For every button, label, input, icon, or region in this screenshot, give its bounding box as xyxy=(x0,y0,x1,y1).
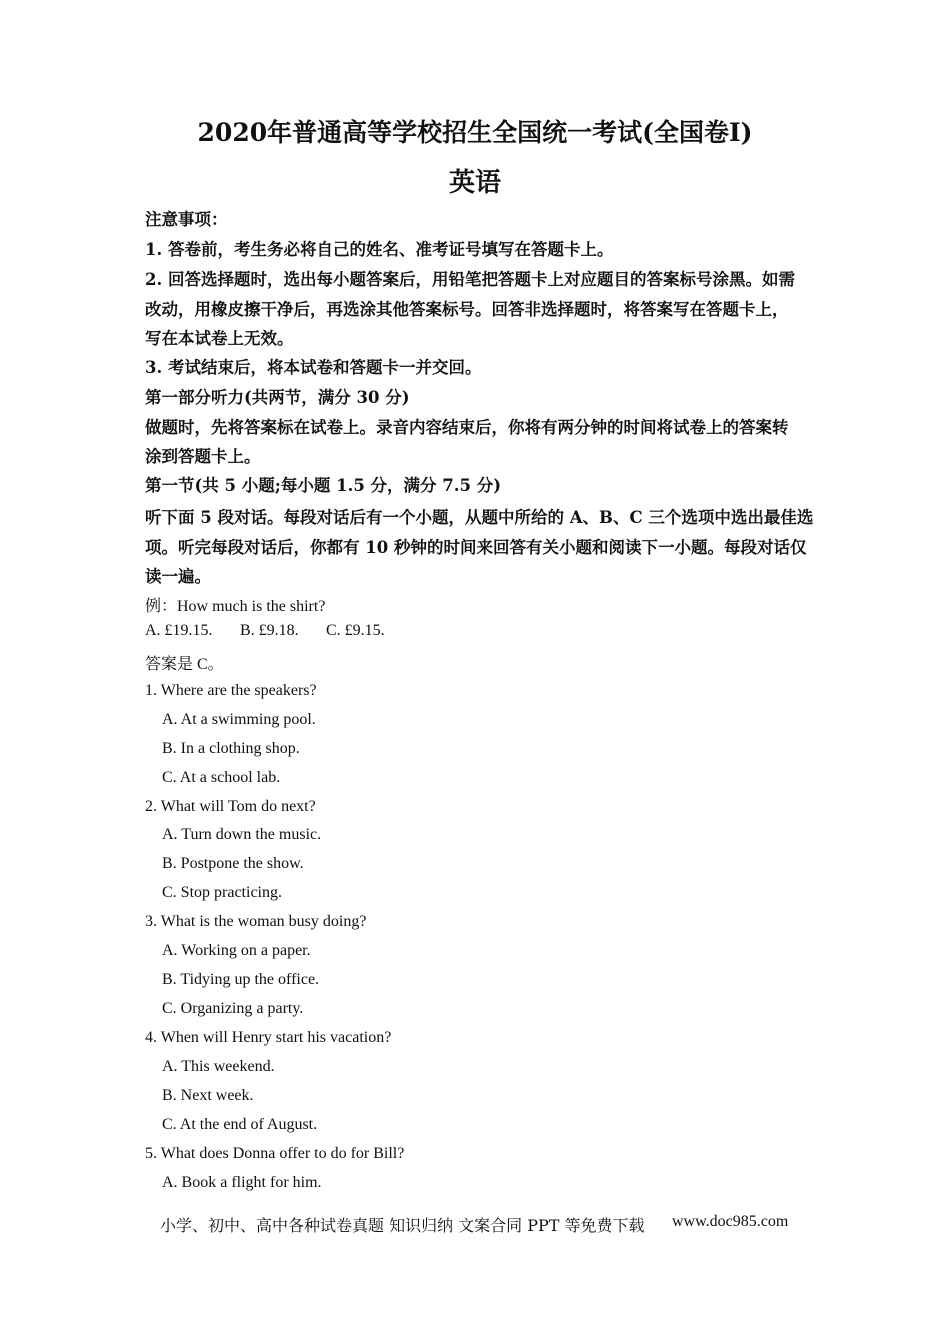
question-1-option-a: A. At a swimming pool. xyxy=(162,711,316,728)
question-4-option-b: B. Next week. xyxy=(162,1087,254,1104)
section1-instruction-line-3: 读一遍。 xyxy=(145,567,211,586)
question-2-option-c: C. Stop practicing. xyxy=(162,884,282,901)
part1-instruction-line-2: 涂到答题卡上。 xyxy=(145,447,261,466)
example-option-c: C. £9.15. xyxy=(326,622,385,639)
question-2-option-a: A. Turn down the music. xyxy=(162,826,322,843)
footer-text: 小学、初中、高中各种试卷真题 知识归纳 文案合同 PPT 等免费下载 xyxy=(160,1216,645,1235)
note-3: 3. 考试结束后，将本试卷和答题卡一并交回。 xyxy=(145,358,482,377)
example-option-b: B. £9.18. xyxy=(240,622,299,639)
footer-url[interactable]: www.doc985.com xyxy=(672,1213,789,1230)
example-question: 例：How much is the shirt? xyxy=(145,598,326,615)
question-3: 3. What is the woman busy doing? xyxy=(145,913,367,930)
part1-instruction-line-1: 做题时，先将答案标在试卷上。录音内容结束后，你将有两分钟的时间将试卷上的答案转 xyxy=(145,418,789,437)
question-4-option-a: A. This weekend. xyxy=(162,1058,275,1075)
example-options xyxy=(145,622,815,640)
example-option-a: A. £19.15. xyxy=(145,622,213,639)
question-4: 4. When will Henry start his vacation? xyxy=(145,1029,392,1046)
question-3-option-b: B. Tidying up the office. xyxy=(162,971,320,988)
question-1-option-b: B. In a clothing shop. xyxy=(162,740,300,757)
section1-heading: 第一节(共 5 小题;每小题 1.5 分，满分 7.5 分) xyxy=(145,476,502,495)
note-2-line-3: 写在本试卷上无效。 xyxy=(145,329,294,348)
question-3-option-a: A. Working on a paper. xyxy=(162,942,311,959)
subject-title: 英语 xyxy=(448,168,501,198)
question-1-option-c: C. At a school lab. xyxy=(162,769,281,786)
exam-title: 2020年普通高等学校招生全国统一考试(全国卷Ⅰ) xyxy=(197,118,753,147)
page-footer xyxy=(160,1213,800,1236)
notes-heading: 注意事项： xyxy=(145,210,228,229)
note-2-line-2: 改动，用橡皮擦干净后，再选涂其他答案标号。回答非选择题时，将答案写在答题卡上， xyxy=(145,300,789,319)
question-5: 5. What does Donna offer to do for Bill? xyxy=(145,1145,405,1162)
part1-heading: 第一部分听力(共两节，满分 30 分) xyxy=(145,388,410,407)
question-1: 1. Where are the speakers? xyxy=(145,682,317,699)
note-2-line-1: 2. 回答选择题时，选出每小题答案后，用铅笔把答题卡上对应题目的答案标号涂黑。如需 xyxy=(145,270,795,289)
section1-instruction-line-1: 听下面 5 段对话。每段对话后有一个小题，从题中所给的 A、B、C 三个选项中选出最佳选 xyxy=(145,508,814,527)
question-2-option-b: B. Postpone the show. xyxy=(162,855,304,872)
question-5-option-a: A. Book a flight for him. xyxy=(162,1174,322,1191)
example-answer: 答案是 C。 xyxy=(145,656,224,673)
question-3-option-c: C. Organizing a party. xyxy=(162,1000,304,1017)
question-2: 2. What will Tom do next? xyxy=(145,798,316,815)
section1-instruction-line-2: 项。听完每段对话后，你都有 10 秒钟的时间来回答有关小题和阅读下一小题。每段对话仅 xyxy=(145,538,807,557)
note-1: 1. 答卷前，考生务必将自己的姓名、准考证号填写在答题卡上。 xyxy=(145,240,614,259)
question-4-option-c: C. At the end of August. xyxy=(162,1116,318,1133)
